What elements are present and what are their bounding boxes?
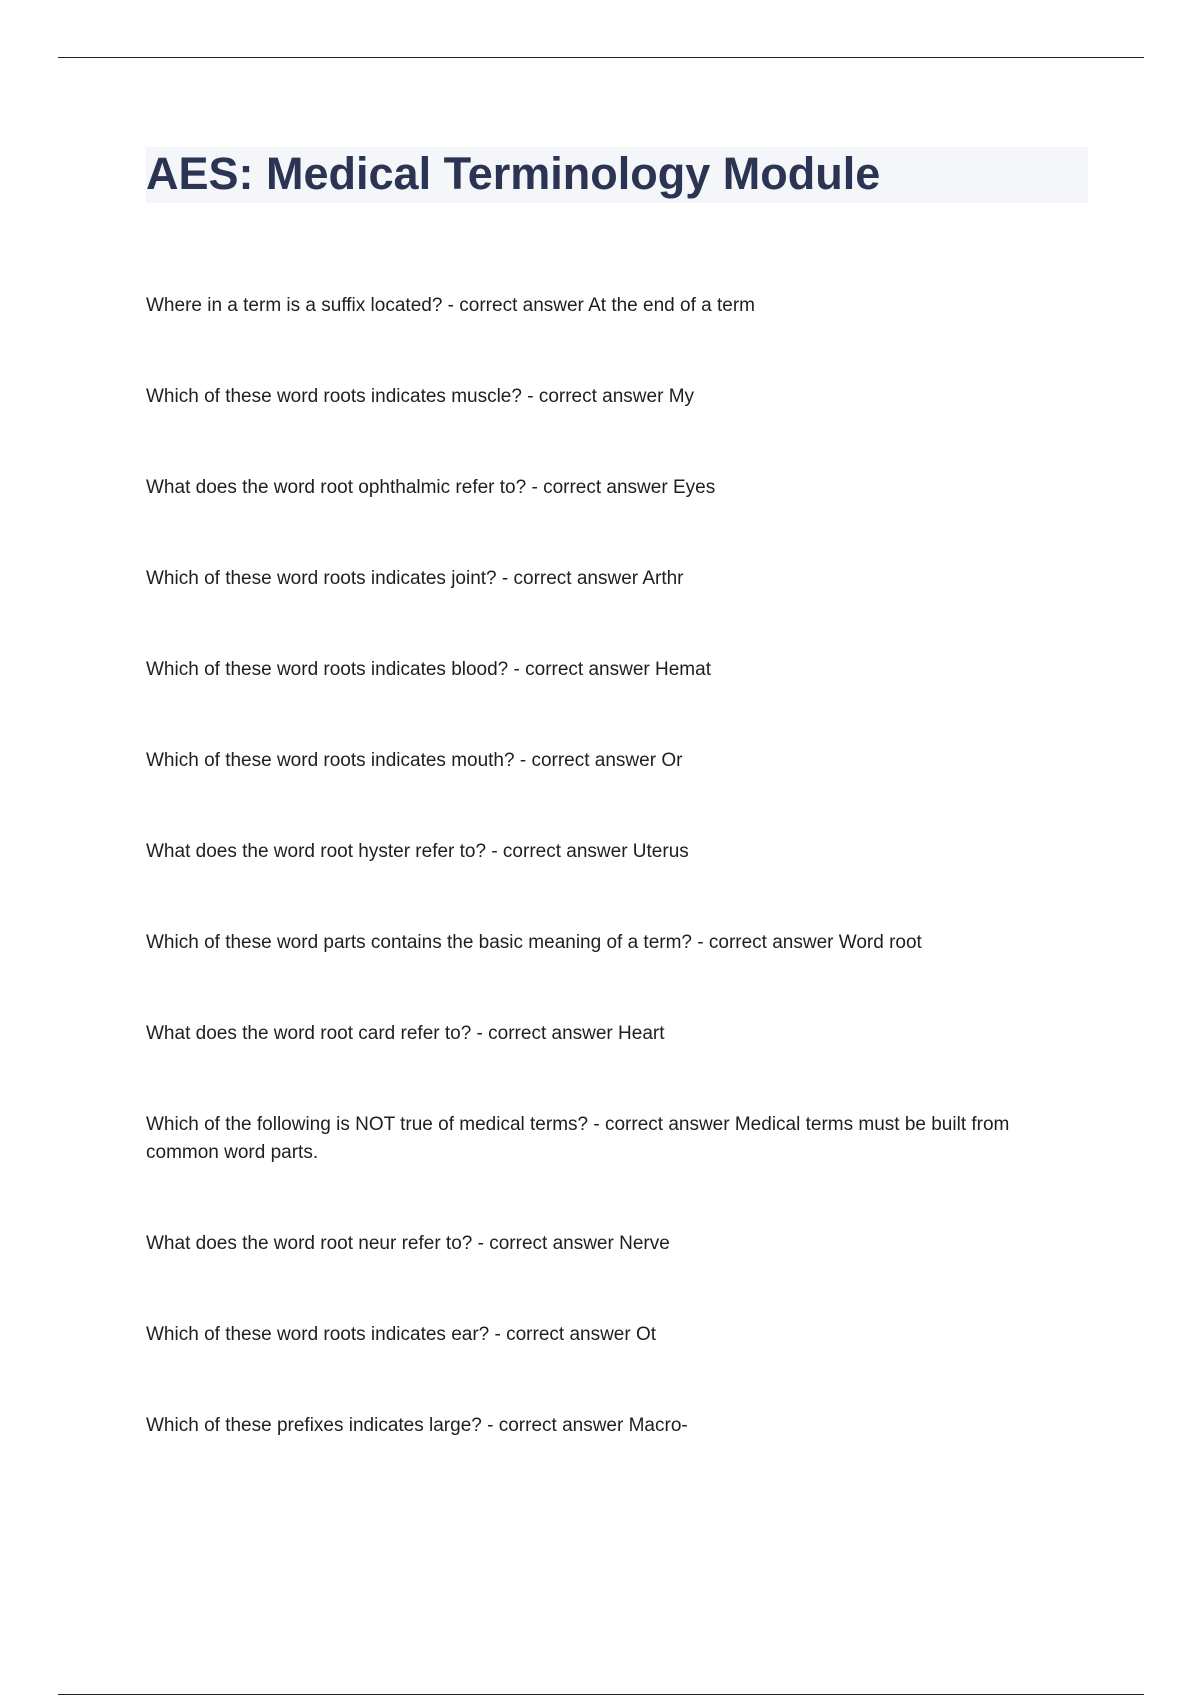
- qa-item-10: Which of the following is NOT true of medical terms? - correct answer Medical terms must be built from common word parts.: [146, 1114, 1010, 1163]
- qa-item-9: What does the word root card refer to? - correct answer Heart: [146, 1023, 665, 1044]
- qa-item-7: What does the word root hyster refer to? - correct answer Uterus: [146, 841, 689, 862]
- qa-item-8: Which of these word parts contains the basic meaning of a term? - correct answer Word root: [146, 932, 922, 953]
- qa-item-13: Which of these prefixes indicates large? - correct answer Macro-: [146, 1415, 688, 1436]
- qa-item-6: Which of these word roots indicates mouth? - correct answer Or: [146, 750, 683, 771]
- qa-item-5: Which of these word roots indicates blood? - correct answer Hemat: [146, 659, 711, 680]
- page-title: AES: Medical Terminology Module: [146, 148, 881, 199]
- qa-item-11: What does the word root neur refer to? - correct answer Nerve: [146, 1233, 670, 1254]
- qa-item-2: Which of these word roots indicates muscle? - correct answer My: [146, 386, 695, 407]
- qa-item-1: Where in a term is a suffix located? - correct answer At the end of a term: [146, 295, 755, 316]
- qa-item-4: Which of these word roots indicates joint? - correct answer Arthr: [146, 568, 684, 589]
- qa-item-12: Which of these word roots indicates ear? - correct answer Ot: [146, 1324, 657, 1345]
- bottom-rule: [58, 1694, 1144, 1695]
- qa-item-3: What does the word root ophthalmic refer to? - correct answer Eyes: [146, 477, 716, 498]
- top-rule: [58, 57, 1144, 58]
